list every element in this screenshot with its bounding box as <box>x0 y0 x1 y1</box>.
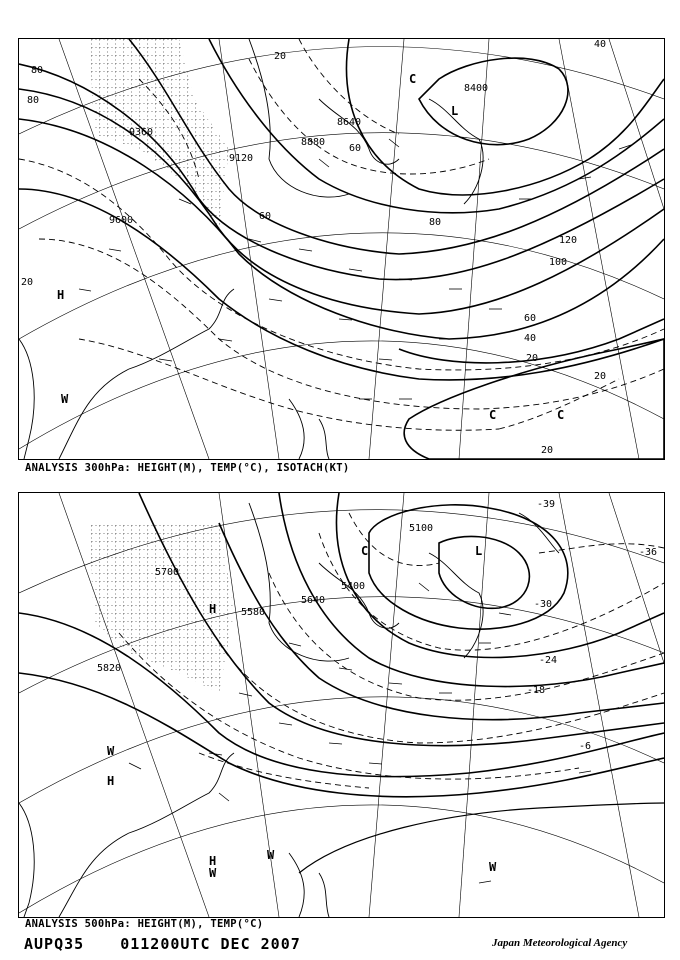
contour-line <box>299 803 664 873</box>
warm-center-marker: W <box>209 866 217 880</box>
height-label: 5700 <box>155 567 180 578</box>
temperature-label: -30 <box>534 599 553 610</box>
isotach-label: 60 <box>524 313 537 324</box>
height-label: 5400 <box>341 581 366 592</box>
agency-credit: Japan Meteorological Agency <box>492 937 628 949</box>
map-300hpa <box>19 39 664 459</box>
isotach-label: 80 <box>27 95 40 106</box>
warm-center-marker: W <box>107 744 115 758</box>
height-label: 8400 <box>464 83 489 94</box>
isotach-label: 40 <box>594 39 607 50</box>
map-500hpa <box>19 493 664 917</box>
warm-center-marker: W <box>267 848 275 862</box>
valid-time: 011200UTC DEC 2007 <box>120 935 301 953</box>
high-center-marker: H <box>209 602 217 616</box>
isotach-label: 120 <box>559 235 578 246</box>
height-label: 5580 <box>241 607 266 618</box>
high-center-marker: H <box>57 288 65 302</box>
chart-footer <box>24 935 327 953</box>
warm-center-marker: W <box>489 860 497 874</box>
isotach-label: 100 <box>549 257 568 268</box>
isotach-label: 80 <box>429 217 442 228</box>
height-label: 9360 <box>129 127 154 138</box>
cold-center-marker: C <box>489 408 497 422</box>
warm-center-marker: W <box>61 392 69 406</box>
low-center-marker: L <box>451 104 459 118</box>
height-label: 8640 <box>337 117 362 128</box>
map-panel-500hpa <box>18 492 665 918</box>
isotach-label: 20 <box>274 51 287 62</box>
temperature-label: -36 <box>639 547 658 558</box>
high-center-marker: H <box>107 774 115 788</box>
cold-center-marker: C <box>361 544 369 558</box>
isotach-label: 20 <box>21 277 34 288</box>
height-label: 5100 <box>409 523 434 534</box>
height-label: 9600 <box>109 215 134 226</box>
panel-caption-500hpa: ANALYSIS 500hPa: HEIGHT(M), TEMP(°C) <box>25 918 264 930</box>
high-center-marker: H <box>209 854 217 868</box>
height-label: 5640 <box>301 595 326 606</box>
low-center-marker: L <box>475 544 483 558</box>
height-label: 8880 <box>301 137 326 148</box>
isotach-label: 20 <box>526 353 539 364</box>
isotach-label: 60 <box>349 143 362 154</box>
cold-center-marker: C <box>557 408 565 422</box>
map-panel-300hpa <box>18 38 665 460</box>
cold-center-marker: C <box>409 72 417 86</box>
isotach-label: 20 <box>541 445 554 456</box>
temperature-label: -24 <box>539 655 558 666</box>
isotach-label: 20 <box>594 371 607 382</box>
isotach-label: 80 <box>31 65 44 76</box>
panel-caption-300hpa: ANALYSIS 300hPa: HEIGHT(M), TEMP(°C), ISOTACH(KT) <box>25 462 350 474</box>
isotach-label: 40 <box>524 333 537 344</box>
height-label: 9120 <box>229 153 254 164</box>
temperature-label: -18 <box>527 685 546 696</box>
isotach-label: 60 <box>259 211 272 222</box>
height-label: 5820 <box>97 663 122 674</box>
chart-id: AUPQ35 <box>24 935 85 953</box>
temperature-label: -6 <box>579 741 592 752</box>
temperature-label: -39 <box>537 499 556 510</box>
